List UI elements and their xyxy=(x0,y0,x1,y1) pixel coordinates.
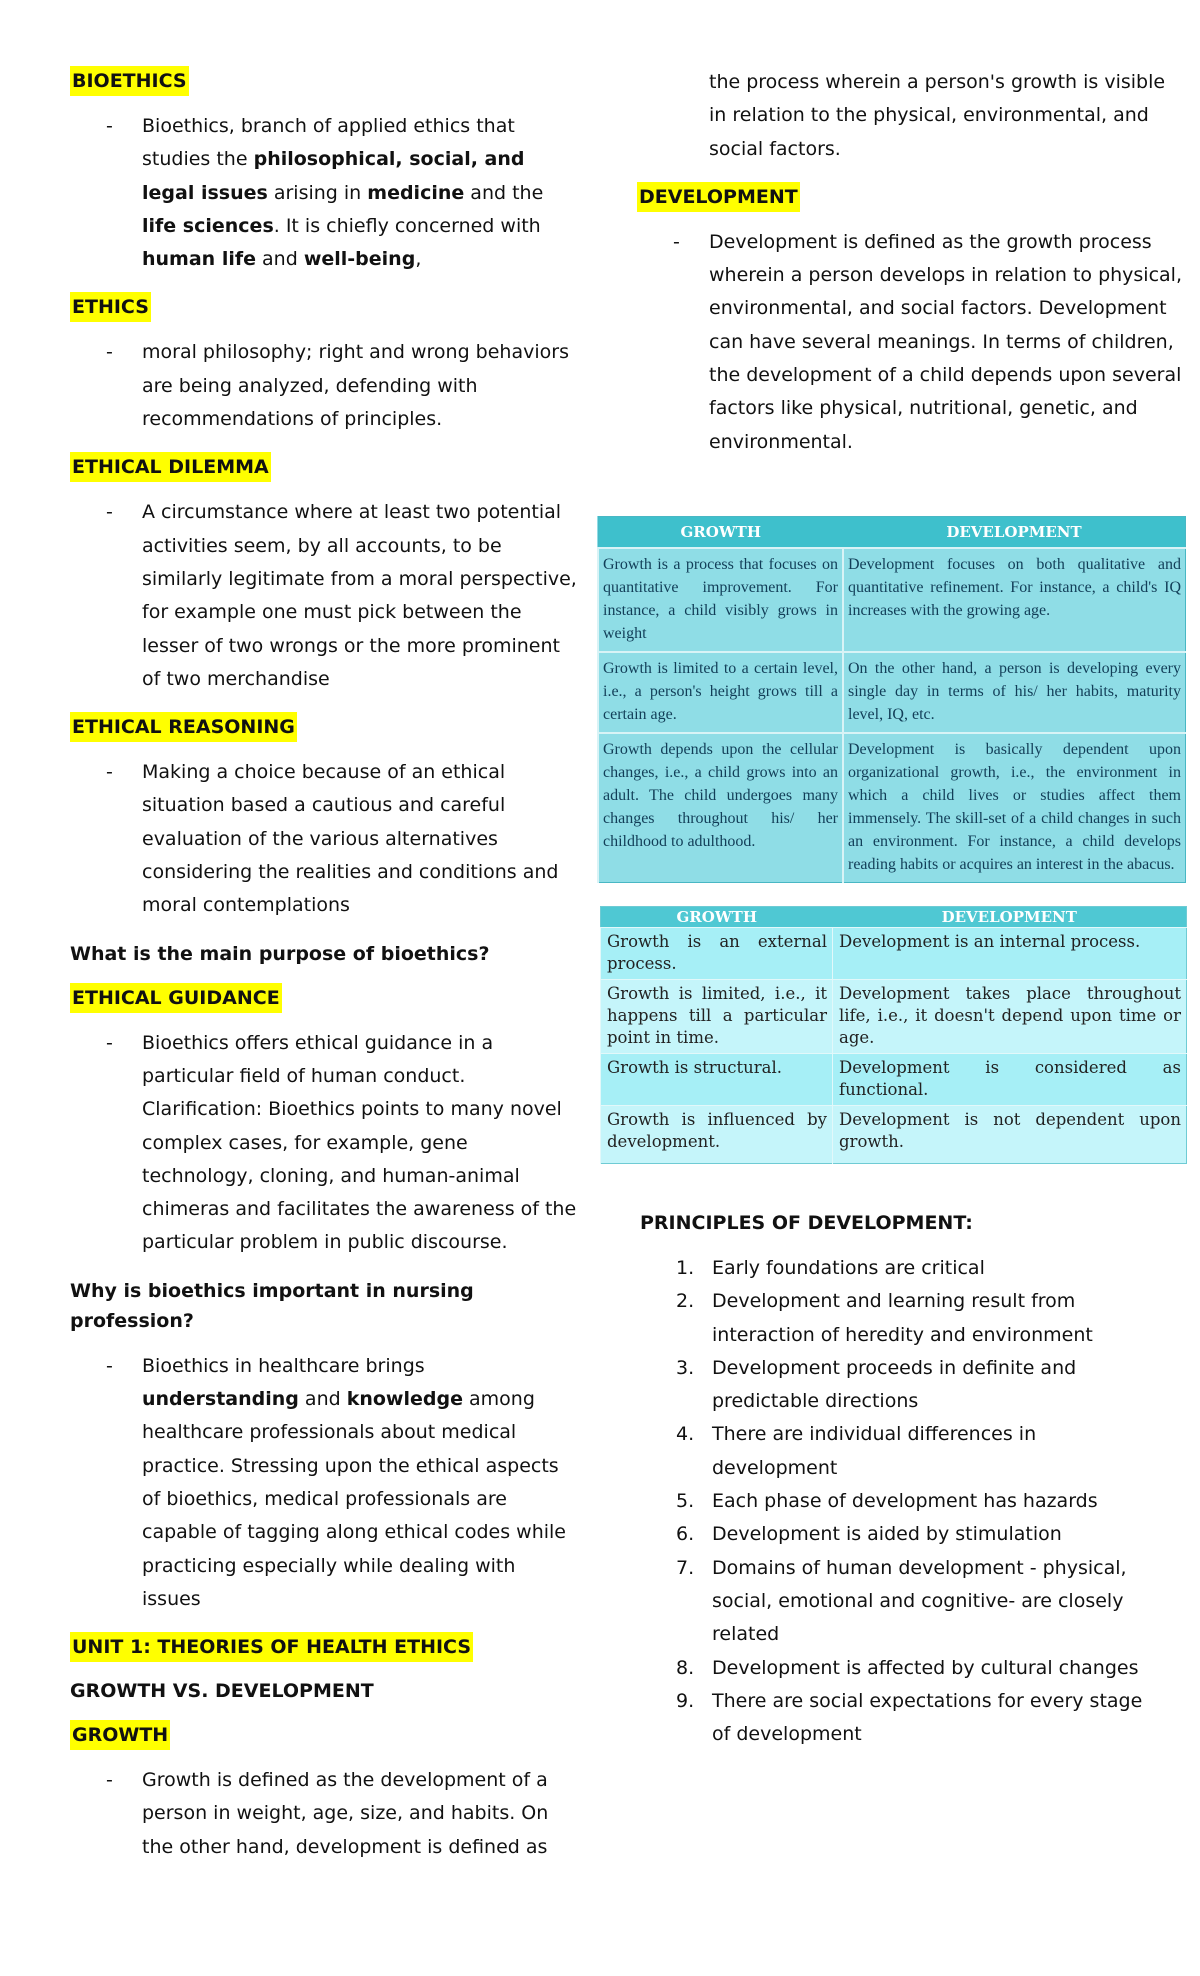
bioethics-definition xyxy=(70,110,580,276)
list-item xyxy=(640,1685,1160,1752)
text-run: and the xyxy=(464,181,544,204)
list-number: 3. xyxy=(676,1356,695,1379)
text-run: Growth is defined as the development of a person in weight, age, size, and habits. On the other hand, development is defined as xyxy=(142,1769,549,1858)
table-cell: Growth is a process that focuses on quantitative improvement. For instance, a child visibly grows in weight xyxy=(598,548,843,652)
table-row xyxy=(601,928,1187,980)
ethical-dilemma-definition xyxy=(70,496,580,696)
table-cell: Growth is limited, i.e., it happens till a particular point in time. xyxy=(601,980,833,1054)
bullet-dash: - xyxy=(106,341,113,364)
table-cell: Growth is limited to a certain level, i.e., a person's height grows till a certain age. xyxy=(598,652,843,733)
text-run-bold: human life xyxy=(142,248,256,271)
table-cell: Growth is an external process. xyxy=(601,928,833,980)
table-cell: Development is basically dependent upon organizational growth, i.e., the environment in which a child lives or studies affect them immensely. The skill-set of a child changes in such an environment. For instance, a child develops reading habits or acquires an interest in the abacus. xyxy=(843,733,1186,883)
table-cell: Growth depends upon the cellular changes, i.e., a child grows into an adult. The child undergoes many changes throughout his/ her childhood to adulthood. xyxy=(598,733,843,883)
list-number: 9. xyxy=(676,1689,695,1712)
nursing-answer xyxy=(70,1350,580,1616)
list-item-text: Development proceeds in definite and predictable directions xyxy=(712,1356,1077,1413)
text-run: and xyxy=(256,248,304,271)
table-cell: Growth is structural. xyxy=(601,1054,833,1106)
bullet-dash: - xyxy=(106,501,113,524)
table-header-row xyxy=(598,517,1186,549)
list-number: 5. xyxy=(676,1490,695,1513)
list-item xyxy=(640,1552,1160,1652)
ethical-guidance-definition xyxy=(70,1027,580,1260)
text-run: Bioethics in healthcare brings xyxy=(142,1354,425,1377)
list-item xyxy=(640,1352,1160,1419)
text-run: Development is defined as the growth process wherein a person develops in relation to physical, environmental, and social factors. Development can have several meanings. In terms of children, the development of a child depends upon several factors like physical, nutritional, genetic, and environmental. xyxy=(709,230,1182,453)
text-run-bold: knowledge xyxy=(346,1388,463,1411)
list-item xyxy=(640,1485,1160,1518)
text-run: Bioethics, branch of applied ethics that studies the xyxy=(142,115,515,171)
text-run: and xyxy=(298,1388,347,1411)
principles-heading: PRINCIPLES OF DEVELOPMENT: xyxy=(640,1212,973,1234)
list-item xyxy=(640,1285,1160,1352)
principles-section xyxy=(640,1208,1160,1751)
list-number: 1. xyxy=(676,1257,695,1279)
table-cell: Development focuses on both qualitative and quantitative refinement. For instance, a child's IQ increases with the growing age. xyxy=(843,548,1186,652)
table-header-development: DEVELOPMENT xyxy=(843,517,1186,549)
text-run-bold: life sciences xyxy=(142,214,274,237)
list-number: 8. xyxy=(676,1656,695,1679)
text-run-bold: well-being xyxy=(303,248,416,271)
principles-list xyxy=(640,1252,1160,1751)
bullet-dash: - xyxy=(106,115,113,137)
list-number: 6. xyxy=(676,1523,695,1546)
bullet-dash: - xyxy=(106,1354,113,1377)
table-row xyxy=(598,652,1186,733)
list-item xyxy=(640,1252,1160,1285)
table-header-growth: GROWTH xyxy=(601,907,833,928)
ethical-reasoning-definition xyxy=(70,756,580,922)
list-item-text: Development is affected by cultural changes xyxy=(712,1656,1139,1679)
development-definition xyxy=(637,226,1187,459)
list-item xyxy=(640,1652,1160,1685)
bioethics-heading: BIOETHICS xyxy=(70,66,189,96)
table-cell: Development takes place throughout life, i.e., it doesn't depend upon time or age. xyxy=(833,980,1187,1054)
list-item xyxy=(640,1518,1160,1551)
list-item-text: Development is aided by stimulation xyxy=(712,1523,1062,1546)
list-item-text: Domains of human development - physical, social, emotional and cognitive- are closely related xyxy=(712,1556,1127,1646)
nursing-question: Why is bioethics important in nursing profession? xyxy=(70,1279,474,1332)
table-header-growth: GROWTH xyxy=(598,517,843,549)
list-item-text: There are individual differences in development xyxy=(712,1423,1037,1479)
table-row xyxy=(598,733,1186,883)
table-header-development: DEVELOPMENT xyxy=(833,907,1187,928)
list-item-text: Each phase of development has hazards xyxy=(712,1490,1098,1513)
table-cell: On the other hand, a person is developing every single day in terms of his/ her habits, maturity level, IQ, etc. xyxy=(843,652,1186,733)
growth-development-table-2 xyxy=(600,906,1187,1164)
table-cell: Development is not dependent upon growth. xyxy=(833,1106,1187,1164)
text-run-bold: understanding xyxy=(142,1388,299,1411)
table-row xyxy=(601,1106,1187,1164)
list-item xyxy=(640,1418,1160,1485)
list-item-text: Development and learning result from interaction of heredity and environment xyxy=(712,1290,1093,1346)
table-row xyxy=(601,980,1187,1054)
ethics-heading: ETHICS xyxy=(70,292,151,322)
text-run-bold: philosophical, social, and legal issues xyxy=(142,148,525,204)
text-run: Bioethics offers ethical guidance in a particular field of human conduct. Clarification: Bioethics points to many novel complex cases, for example, gene technology, cloning, and human-animal chimeras and facilitates the awareness of the particular problem in public discourse. xyxy=(142,1031,577,1254)
list-number: 2. xyxy=(676,1290,695,1313)
left-column xyxy=(70,66,580,1880)
text-run: , xyxy=(415,248,422,271)
right-column xyxy=(637,66,1187,475)
text-run: among healthcare professionals about medical practice. Stressing upon the ethical aspects of bioethics, medical professionals are capable of tagging along ethical codes while practicing especially while dealing with issues xyxy=(142,1388,566,1610)
bullet-dash: - xyxy=(106,761,113,784)
list-number: 7. xyxy=(676,1556,695,1579)
text-run: moral philosophy; right and wrong behaviors are being analyzed, defending with recommendations of principles. xyxy=(142,341,569,431)
ethical-reasoning-heading: ETHICAL REASONING xyxy=(70,712,297,742)
ethics-definition xyxy=(70,336,580,436)
text-run: A circumstance where at least two potential activities seem, by all accounts, to be similarly legitimate from a moral perspective, for example one must pick between the lesser of two wrongs or the more prominent of two merchandise xyxy=(142,501,577,690)
text-run: . It is chiefly concerned with xyxy=(273,214,541,237)
ethical-guidance-heading: ETHICAL GUIDANCE xyxy=(70,983,282,1013)
growth-definition-continued: the process wherein a person's growth is visible in relation to the physical, environmental, and social factors. xyxy=(709,71,1166,160)
unit-heading: UNIT 1: THEORIES OF HEALTH ETHICS xyxy=(70,1632,473,1662)
text-run: arising in xyxy=(267,181,368,204)
list-number: 4. xyxy=(676,1423,695,1446)
text-run-bold: medicine xyxy=(367,181,465,204)
growth-vs-development-heading: GROWTH VS. DEVELOPMENT xyxy=(70,1680,374,1703)
text-run: Making a choice because of an ethical situation based a cautious and careful evaluation of the various alternatives considering the realities and conditions and moral contemplations xyxy=(142,761,559,917)
table-row xyxy=(598,548,1186,652)
table-row xyxy=(601,1054,1187,1106)
table-header-row xyxy=(601,907,1187,928)
list-item-text: Early foundations are critical xyxy=(712,1257,985,1279)
table-cell: Development is an internal process. xyxy=(833,928,1187,980)
list-item-text: There are social expectations for every stage of development xyxy=(712,1689,1143,1746)
table-cell: Growth is influenced by development. xyxy=(601,1106,833,1164)
purpose-question: What is the main purpose of bioethics? xyxy=(70,942,490,965)
growth-definition xyxy=(70,1764,580,1864)
development-heading: DEVELOPMENT xyxy=(637,182,800,212)
growth-development-table-1 xyxy=(597,516,1186,883)
bullet-dash: - xyxy=(106,1031,113,1054)
table-cell: Development is considered as functional. xyxy=(833,1054,1187,1106)
bullet-dash: - xyxy=(673,230,680,253)
growth-heading: GROWTH xyxy=(70,1720,170,1750)
bullet-dash: - xyxy=(106,1769,113,1792)
ethical-dilemma-heading: ETHICAL DILEMMA xyxy=(70,452,271,482)
